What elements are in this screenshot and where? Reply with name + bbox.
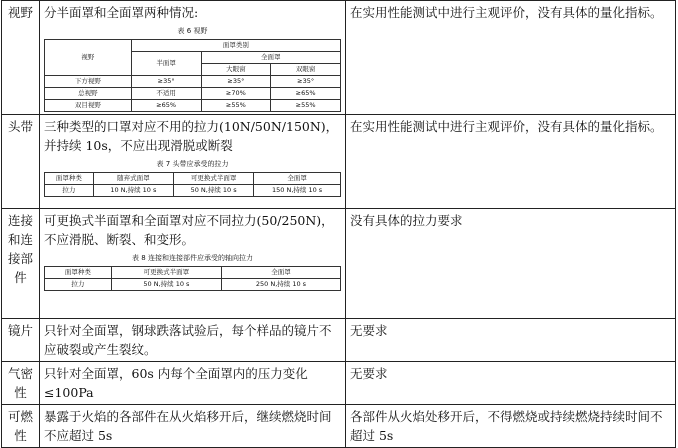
row-comparison: 在实用性能测试中进行主观评价，没有具体的量化指标。 xyxy=(346,1,676,115)
row-label: 头带 xyxy=(2,115,40,209)
sub-cell: ≥65% xyxy=(271,88,341,100)
sub-table-caption: 表 8 连接和连接部件应承受的轴向拉力 xyxy=(132,254,253,262)
sub-table-field-of-view xyxy=(44,39,341,112)
sub-cell: ≥55% xyxy=(201,100,271,112)
table-row xyxy=(2,1,676,115)
row-label: 连接和连接部件 xyxy=(2,209,40,319)
requirement-text: 分半面罩和全面罩两种情况: xyxy=(44,5,199,20)
sub-header: 可更换式半面罩 xyxy=(111,267,221,279)
sub-table-caption: 表 6 视野 xyxy=(177,27,208,35)
sub-cell: ≥35° xyxy=(271,76,341,88)
sub-cell: 下方视野 xyxy=(45,76,132,88)
sub-cell: 不适用 xyxy=(131,88,201,100)
table-row xyxy=(2,209,676,319)
comparison-table xyxy=(1,0,676,448)
sub-cell: ≥65% xyxy=(131,100,201,112)
row-label: 气密性 xyxy=(2,362,40,405)
sub-header: 全面罩 xyxy=(221,267,340,279)
row-requirement: 暴露于火焰的各部件在从火焰移开后，继续燃烧时间不应超过 5s xyxy=(40,405,346,448)
sub-cell: 拉力 xyxy=(45,185,94,197)
row-label: 镜片 xyxy=(2,319,40,362)
sub-cell: 50 N,持续 10 s xyxy=(173,185,253,197)
sub-cell: ≥35° xyxy=(131,76,201,88)
sub-table-row xyxy=(45,88,341,100)
row-requirement: 只针对全面罩，60s 内每个全面罩内的压力变化≤100Pa xyxy=(40,362,346,405)
table-row xyxy=(2,362,676,405)
sub-table-row xyxy=(45,185,341,197)
row-comparison: 没有具体的拉力要求 xyxy=(346,209,676,319)
sub-cell: ≥70% xyxy=(201,88,271,100)
row-label: 可燃性 xyxy=(2,405,40,448)
sub-header: 全面罩 xyxy=(201,52,340,64)
sub-table-connection xyxy=(44,266,341,291)
sub-header: 面罩种类 xyxy=(45,267,112,279)
sub-cell: ≥55% xyxy=(271,100,341,112)
row-comparison: 无要求 xyxy=(346,362,676,405)
sub-cell: 50 N,持续 10 s xyxy=(111,279,221,291)
sub-header: 双眼窗 xyxy=(271,64,341,76)
sub-table-row xyxy=(45,100,341,112)
sub-header: 大眼窗 xyxy=(201,64,271,76)
sub-cell: 总视野 xyxy=(45,88,132,100)
sub-header: 面罩类别 xyxy=(131,40,340,52)
sub-header: 视野 xyxy=(45,40,132,76)
row-comparison: 各部件从火焰处移开后，不得燃烧或持续燃烧持续时间不超过 5s xyxy=(346,405,676,448)
requirement-text: 可更换式半面罩和全面罩对应不同拉力(50/250N)，不应滑脱、断裂、和变形。 xyxy=(44,213,334,247)
row-comparison: 在实用性能测试中进行主观评价，没有具体的量化指标。 xyxy=(346,115,676,209)
sub-cell: ≥35° xyxy=(201,76,271,88)
row-requirement xyxy=(40,209,346,319)
sub-table-row xyxy=(45,76,341,88)
row-comparison: 无要求 xyxy=(346,319,676,362)
table-row xyxy=(2,319,676,362)
sub-table-caption: 表 7 头带应承受的拉力 xyxy=(156,160,229,168)
requirement-text: 三种类型的口罩对应不用的拉力(10N/50N/150N)，并持续 10s，不应出现滑脱或断裂 xyxy=(44,119,339,153)
sub-cell: 250 N,持续 10 s xyxy=(221,279,340,291)
sub-header: 随弃式面罩 xyxy=(93,173,173,185)
sub-table-row xyxy=(45,279,341,291)
sub-cell: 拉力 xyxy=(45,279,112,291)
sub-header: 面罩种类 xyxy=(45,173,94,185)
sub-header: 半面罩 xyxy=(131,52,201,76)
sub-table-headband xyxy=(44,172,341,197)
sub-cell: 150 N,持续 10 s xyxy=(254,185,341,197)
sub-header: 可更换式半面罩 xyxy=(173,173,253,185)
table-row xyxy=(2,115,676,209)
sub-header: 全面罩 xyxy=(254,173,341,185)
table-row xyxy=(2,405,676,448)
row-requirement xyxy=(40,115,346,209)
row-label: 视野 xyxy=(2,1,40,115)
sub-cell: 10 N,持续 10 s xyxy=(93,185,173,197)
row-requirement xyxy=(40,1,346,115)
sub-cell: 双目视野 xyxy=(45,100,132,112)
row-requirement: 只针对全面罩，钢球跌落试验后，每个样品的镜片不应破裂或产生裂纹。 xyxy=(40,319,346,362)
